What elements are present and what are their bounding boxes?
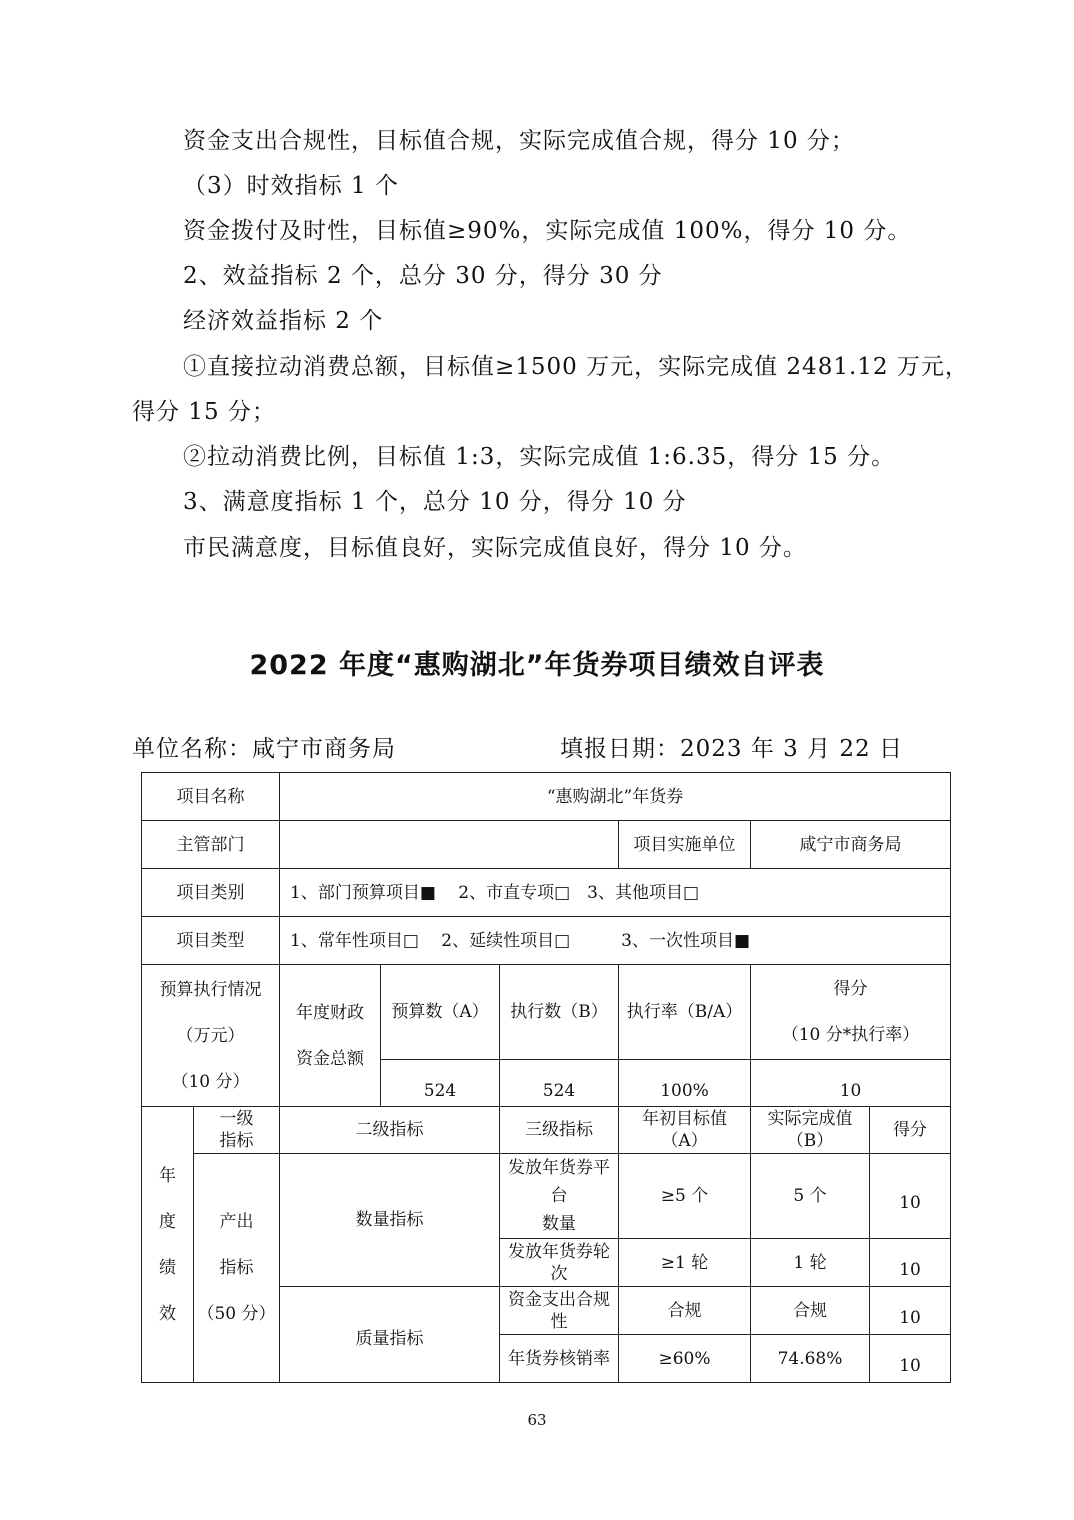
paragraph-4: 2、效益指标 2 个，总分 30 分，得分 30 分 (183, 263, 663, 289)
table-row-actual: 合规 (751, 1287, 870, 1335)
project-name-value: “惠购湖北”年货券 (280, 773, 951, 821)
impl-unit-value: 咸宁市商务局 (751, 821, 951, 869)
paragraph-6: ①直接拉动消费总额，目标值≥1500 万元，实际完成值 2481.12 万元， (183, 354, 969, 380)
dept-value (280, 821, 619, 869)
paragraph-7: ②拉动消费比例，目标值 1:3，实际完成值 1:6.35，得分 15 分。 (183, 444, 896, 470)
paragraph-6-cont: 得分 15 分； (132, 399, 276, 425)
table-row-target: 合规 (619, 1287, 751, 1335)
budget-label-line3: （10 分） (171, 1071, 250, 1092)
table-row-indicator (500, 1154, 619, 1239)
rate-value: 100% (619, 1060, 751, 1107)
exec-b-value: 524 (500, 1060, 619, 1107)
header-level1-line1: 一级 (219, 1109, 254, 1129)
budget-label-line1: 预算执行情况 (159, 979, 262, 1000)
table-row-score: 10 (870, 1154, 951, 1239)
table-row-target: ≥1 轮 (619, 1239, 751, 1287)
indicator-line1: 发放年货券平台 (508, 1158, 610, 1206)
score-label-line1: 得分 (833, 979, 868, 999)
header-level1-line2: 指标 (219, 1131, 254, 1151)
table-row-indicator: 资金支出合规性 (500, 1287, 619, 1335)
header-actual-line1: 实际完成值 (767, 1109, 853, 1129)
table-row-target: ≥60% (619, 1335, 751, 1383)
table-row-target: ≥5 个 (619, 1154, 751, 1239)
dept-label: 主管部门 (142, 821, 280, 869)
header-level3: 三级指标 (500, 1107, 619, 1154)
table-row-indicator: 年货券核销率 (500, 1335, 619, 1383)
exec-b-label: 执行数（B） (500, 965, 619, 1060)
quantity-indicator-label: 数量指标 (280, 1154, 500, 1287)
fiscal-total-label (280, 965, 381, 1107)
page-number: 63 (527, 1411, 547, 1429)
header-target-line2: （A） (661, 1131, 708, 1151)
fiscal-label-line2: 资金总额 (296, 1048, 364, 1069)
perf-char-1: 年 (159, 1165, 176, 1186)
table-row-score: 10 (870, 1287, 951, 1335)
evaluation-table (141, 772, 951, 1383)
table-row-score: 10 (870, 1335, 951, 1383)
output-label-line3: （50 分） (197, 1304, 276, 1324)
impl-unit-label: 项目实施单位 (619, 821, 751, 869)
paragraph-5: 经济效益指标 2 个 (183, 308, 384, 334)
fiscal-label-line1: 年度财政 (296, 1002, 364, 1023)
paragraph-8: 3、满意度指标 1 个，总分 10 分，得分 10 分 (183, 489, 687, 515)
quality-indicator-label: 质量指标 (280, 1287, 500, 1383)
perf-char-4: 效 (159, 1303, 176, 1324)
category-label: 项目类别 (142, 869, 280, 917)
header-target (619, 1107, 751, 1154)
annual-performance-label (142, 1107, 194, 1383)
rate-label: 执行率（B/A） (619, 965, 751, 1060)
unit-name: 单位名称：咸宁市商务局 (132, 736, 396, 762)
header-actual-line2: （B） (786, 1131, 834, 1151)
table-row-indicator: 发放年货券轮次 (500, 1239, 619, 1287)
header-target-line1: 年初目标值 (642, 1109, 727, 1129)
type-options: 1、常年性项目□ 2、延续性项目□ 3、一次性项目■ (280, 917, 951, 965)
type-label: 项目类型 (142, 917, 280, 965)
budget-label (142, 965, 280, 1107)
perf-char-2: 度 (159, 1211, 176, 1232)
budget-score-value: 10 (751, 1060, 951, 1107)
output-label-line2: 指标 (219, 1258, 254, 1278)
header-level1 (194, 1107, 280, 1154)
table-row-actual: 1 轮 (751, 1239, 870, 1287)
score-formula-label (751, 965, 951, 1060)
indicator-line2: 数量 (542, 1214, 576, 1234)
output-indicator-label (194, 1154, 280, 1383)
header-level2: 二级指标 (280, 1107, 500, 1154)
budget-label-line2: （万元） (176, 1025, 245, 1046)
fill-date: 填报日期：2023 年 3 月 22 日 (560, 736, 903, 762)
category-options: 1、部门预算项目■ 2、市直专项□ 3、其他项目□ (280, 869, 951, 917)
paragraph-9: 市民满意度，目标值良好，实际完成值良好，得分 10 分。 (183, 535, 807, 561)
perf-char-3: 绩 (159, 1257, 176, 1278)
paragraph-1: 资金支出合规性，目标值合规，实际完成值合规，得分 10 分； (183, 128, 855, 154)
table-row-score: 10 (870, 1239, 951, 1287)
table-row-actual: 5 个 (751, 1154, 870, 1239)
header-score: 得分 (870, 1107, 951, 1154)
table-row-actual: 74.68% (751, 1335, 870, 1383)
output-label-line1: 产出 (219, 1212, 254, 1232)
score-label-line2: （10 分*执行率） (781, 1025, 920, 1045)
paragraph-2: （3）时效指标 1 个 (183, 173, 399, 199)
table-title: 2022 年度“惠购湖北”年货券项目绩效自评表 (249, 650, 825, 681)
paragraph-3: 资金拨付及时性，目标值≥90%，实际完成值 100%，得分 10 分。 (183, 218, 912, 244)
budget-a-label: 预算数（A） (381, 965, 500, 1060)
header-actual (751, 1107, 870, 1154)
budget-a-value: 524 (381, 1060, 500, 1107)
project-name-label: 项目名称 (142, 773, 280, 821)
